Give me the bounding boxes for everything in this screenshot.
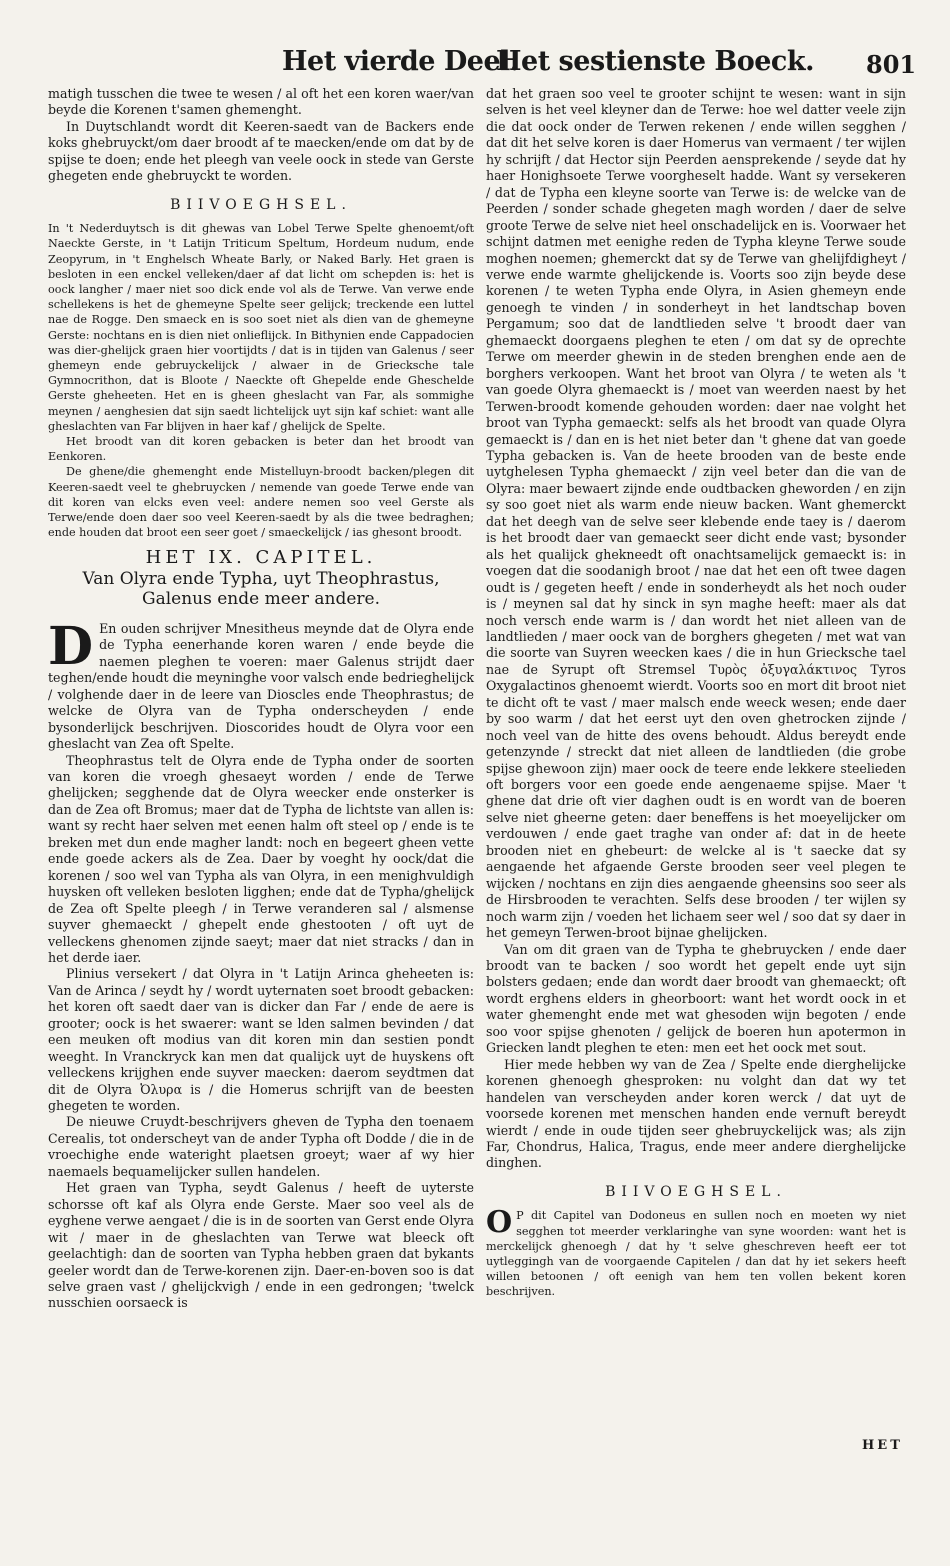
left-column [48,86,474,1312]
catchword: HET [862,1438,903,1453]
addendum-paragraph: Het broodt van dit koren gebacken is beter dan het broodt van Eenkoren. [48,435,474,464]
section-heading-addendum: BIIVOEGHSEL. [170,196,352,213]
chapter-opening-paragraph [48,615,474,753]
page-number: 801 [866,50,917,79]
paragraph: Hier mede hebben wy van de Zea / Spelte ende dierghelijcke korenen ghenoegh ghesproken: nu volght dan dat wy tet handelen van verscheyden ander koren werck / dat uyt de voorsede korenen met menschen handen ende vernuft bereydt wierdt / ende in oude tijden seer ghebruyckelijck was; als zijn Far, Chondrus, Halica, Tragus, ende meer andere dierghelijcke dinghen. [486,1056,906,1171]
running-head-left: Het vierde Deel. [282,46,519,77]
drop-cap: D [48,615,94,677]
addendum-paragraph [486,1205,906,1299]
addendum-paragraph: In 't Nederduytsch is dit ghewas van Lobel Terwe Spelte ghenoemt/oft Naeckte Gerste, in 't Latijn Triticum Speltum, Hordeum nudum, ende Zeopyrum, in 't Enghelsch Wheate Barly, or Naked Barly. Het graen is besloten in een enckel velleken/daer af dat licht om schepden is: het is oock langher / maer niet soo dick ende vol als de Terwe. Van verwe ende schellekens is het de ghemeyne Spelte seer gelijck; treckende een luttel nae de Rogge. Den smaeck en is soo soet niet als dien van de ghemeyne Gerste: nochtans en is dien niet onlieflijck. In Bithynien ende Cappadocien was dier-ghelijck graen hier voortijdts / dat is in tijden van Galenus / seer ghemeyn ende gebruyckelijck / alwaer in de Griecksche tale Gymnocrithon, dat is Bloote / Naeckte oft Ghepelde ende Gheschelde Gerste gheheeten. Het en is gheen gheslacht van Far, als sommighe meynen / aenghesien dat sijn saedt lichtelijck uyt sijn kaf schiet: want alle gheslachten van Far blijven in haer kaf / ghelijck de Spelte. [48,222,474,433]
chapter-title: HET IX. CAPITEL. [145,547,377,569]
paragraph: Het graen van Typha, seydt Galenus / heeft de uyterste schorsse oft kaf als Olyra ende Gerste. Maer soo veel als de eyghene verwe aengaet / die is in de soorten van Gerst ende Olyra wit / maer in de gheslachten van Terwe wat bleeck oft geelachtigh: dan de soorten van Typha hebben graen dat bykants geeler wordt dan de Terwe-korenen zijn. Daer-en-boven soo is dat selve graen vast / ghelijckvigh / ende in een gedrongen; 'twelck nusschien oorsaeck is [48,1180,474,1311]
paragraph: Van om dit graen van de Typha te ghebruycken / ende daer broodt van te backen / soo wordt het gepelt ende uyt sijn bolsters gedaen; ende dan wordt daer broodt van ghemaeckt; oft wordt erghens elders in gheorboort: want het wordt oock in et water ghemenght ende met wat ghesoden wijn begoten / ende soo voor spijse ghenoten / gelijck de boeren hun apotermon in Griecken landt pleghen te eten: men eet het oock met sout. [486,941,906,1056]
paragraph-text: P dit Capitel van Dodoneus en sullen noch en moeten wy niet segghen tot meerder verklaringhe van syne woorden: want het is merckelijck ghenoegh / dat hy 't selve gheschreven heeft eer tot uytleggingh van de voorgaende Capitelen / dan dat hy iet sekers heeft willen betoonen / oft eenigh van hem ten vollen bekent koren beschrijven. [486,1209,906,1299]
paragraph: De nieuwe Cruydt-beschrijvers gheven de Typha den toenaem Cerealis, tot onderscheyt van de ander Typha oft Dodde / die in de vroechighe ende wateright plaetsen groeyt; waer af wy hier naemaels bequamelijcker sullen handelen. [48,1114,474,1179]
section-heading-addendum: BIIVOEGHSEL. [605,1183,787,1200]
right-column [486,86,906,1300]
running-head-right: Het sestienste Boeck. [496,46,814,77]
paragraph: matigh tusschen die twee te wesen / al oft het een koren waer/van beyde die Korenen t'samen ghemenght. [48,86,474,118]
paragraph: Theophrastus telt de Olyra ende de Typha onder de soorten van koren die vroegh ghesaeyt worden / ende de Terwe ghelijcken; segghende dat de Olyra weecker ende onsterker is dan de Zea oft Bromus; maer dat de Typha de lichtste van allen is: want sy recht haer selven met eenen halm oft steel op / ende is te breken met dun ende magher landt: noch en begeert gheen vette ende goede ackers als de Zea. Daer by voeght hy oock/dat die korenen / soo wel van Typha als van Olyra, in een menighvuldigh huysken oft velleken besloten ligghen; ende dat de Typha/ghelijck de Zea oft Spelte pleegh / in Terwe veranderen sal / alsmense suyver ghemaeckt / ghepelt ende ghestooten / oft uyt de velleckens ghenomen zijnde saeyt; maer dat niet stracks / dan in het derde iaer. [48,752,474,965]
paragraph: dat het graen soo veel te grooter schijnt te wesen: want in sijn selven is het veel kleyner dan de Terwe: hoe wel datter veele zijn die dat oock onder de Terwen rekenen / ende willen segghen / dat dit het selve koren is daer Homerus van vermaent / ter wijlen hy schrijft / dat Hector sijn Peerden aensprekende / seyde dat hy haer Honighsoete Terwe voorgheselt hadde. Want sy versekeren / dat de Typha een kleyne soorte van Terwe is: de welcke van de Peerden / sonder schade ghegeten magh worden / daer de selve groote Terwe de selve niet heel onschadelijck en is. Voorwaer het schijnt datmen met eenighe reden de Typha kleyne Terwe soude moghen noemen; ghemerckt dat sy de Terwe van ghelijfdigheyt / verwe ende warmte ghelijckende is. Voorts soo zijn beyde dese korenen / te weten Typha ende Olyra, in Asien ghemeyn ende genoegh te vinden / in sonderheyt in het landtschap boven Pergamum; soo dat de landtlieden selve 't broodt daer van ghemaeckt doorgaens pleghen te eten / om dat sy de oprechte Terwe om meerder ghewin in de steden brenghen ende aen de borghers verkoopen. Want het broot van Olyra / te weten als 't van goede Olyra ghemaeckt is / moet van weerden naest by het Terwen-broodt komende gehouden worden: daer nae volght het broot van Typha gemaeckt: selfs als het broodt van quade Olyra gemaeckt is / dan en is het niet beter dan 't ghene dat van goede Typha gebacken is. Van de heete brooden van de beste ende uytghelesen Typha ghemaeckt / zijn veel beter dan die van de Olyra: maer bewaert zijnde ende oudtbacken gheworden / en zijn sy soo goet niet als warm ende nieuw backen. Want ghemerckt dat het deegh van de selve seer klebende ende taey is / daerom is het broodt daer van gemaeckt seer dicht ende vast; bysonder als het qualijck ghekneedt oft onachtsamelijck gemaeckt is: in voegen dat die soodanigh broot / nae dat het een oft twee dagen oudt is / gegeten heeft / ende in sonderheydt als het noch ouder is / meynen sal dat hy sinck in syn maghe heeft: maer als dat noch versch ende warm is / dan wordt het niet alleen van de landtlieden / maer oock van de borghers ghegeten / met wat van die soorte van Suyren weecken kaes / die in hun Griecksche tael nae de Syrupt oft Stremsel Τυρὸς ὀξυγαλάκτινος Tyros Oxygalactinos ghenoemt wierdt. Voorts soo en mort dit broot niet te dicht oft te vast / maer malsch ende weeck wesen; ende daer by soo warm / dat het eerst uyt den oven ghetrocken zijnde / noch veel van de hitte des ovens behoudt. Aldus bereydt ende getenzynde / streckt dat niet alleen de landtlieden (die grobe spijse ghewoon zijn) maer oock de teere ende lekkere steelieden oft borgers voor een goede ende aengenaeme spijse. Maer 't ghene dat drie oft vier daghen oudt is en wordt van de boeren selve niet gheerne geten: daer beneffens is het moeyelijcker om verdouwen / ende gaet traghe van onder af: dat in de heete brooden niet en ghebeurt: de welcke al is 't saecke dat sy aengaende het afgaende Gerste brooden seer veel plegen te wijcken / nochtans en zijn dies aengaende gheensins soo seer als de Hirsbrooden te verachten. Selfs dese brooden / ter wijlen sy noch warm zijn / voeden het lichaem seer wel / soo dat sy daer in het gemeyn Terwen-broot bijnae ghelijcken. [486,86,906,941]
paragraph: In Duytschlandt wordt dit Keeren-saedt van de Backers ende koks ghebruyckt/om daer broodt af te maecken/ende om dat by de spijse te doen; ende het pleegh van veele oock in stede van Gerste ghegeten ende ghebruyckt te worden. [48,118,474,184]
addendum-paragraph: De ghene/die ghemenght ende Mistelluyn-broodt backen/plegen dit Keeren-saedt veel te ghebruycken / nemende van goede Terwe ende van dit koren van elcks even veel: andere nemen soo veel Gerste als Terwe/ende doen daer soo veel Keeren-saedt by als die twee bedraghen; ende houden dat broot een seer goet / smaeckelijck / ias ghesont broodt. [48,465,474,540]
running-head [0,46,950,86]
paragraph: Plinius versekert / dat Olyra in 't Latijn Arinca gheheeten is: Van de Arinca / seydt hy / wordt uyternaten soet broodt gebacken: het koren oft saedt daer van is dicker dan Far / ende de aere is grooter; oock is het swaerer: want se lden salmen bevinden / dat een meuken oft modius van dit koren min dan sestien pondt weeght. In Vranckryck kan men dat qualijck uyt de huyskens oft velleckens krijghen ende suyver maecken: daerom seydtmen dat dit de Olyra Ὀλυρα is / die Homerus schrijft van de beesten ghegeten te worden. [48,966,474,1114]
drop-cap: O [486,1205,513,1241]
paragraph-text: En ouden schrijver Mnesitheus meynde dat de Olyra ende de Typha eenerhande koren waren / ende beyde die naemen pleghen te voeren: maer Galenus strijdt daer teghen/ende houdt die meyninghe voor valsch ende bedrieghelijck / volghende daer in de leere van Dioscles ende Theophrastus; de welcke de Olyra van de Typha onderscheyden / ende bysonderlijck beschrijven. Dioscorides houdt de Olyra voor een gheslacht van Zea oft Spelte. [48,620,474,752]
chapter-subtitle: Van Olyra ende Typha, uyt Theophrastus, Galenus ende meer andere. [82,568,440,609]
